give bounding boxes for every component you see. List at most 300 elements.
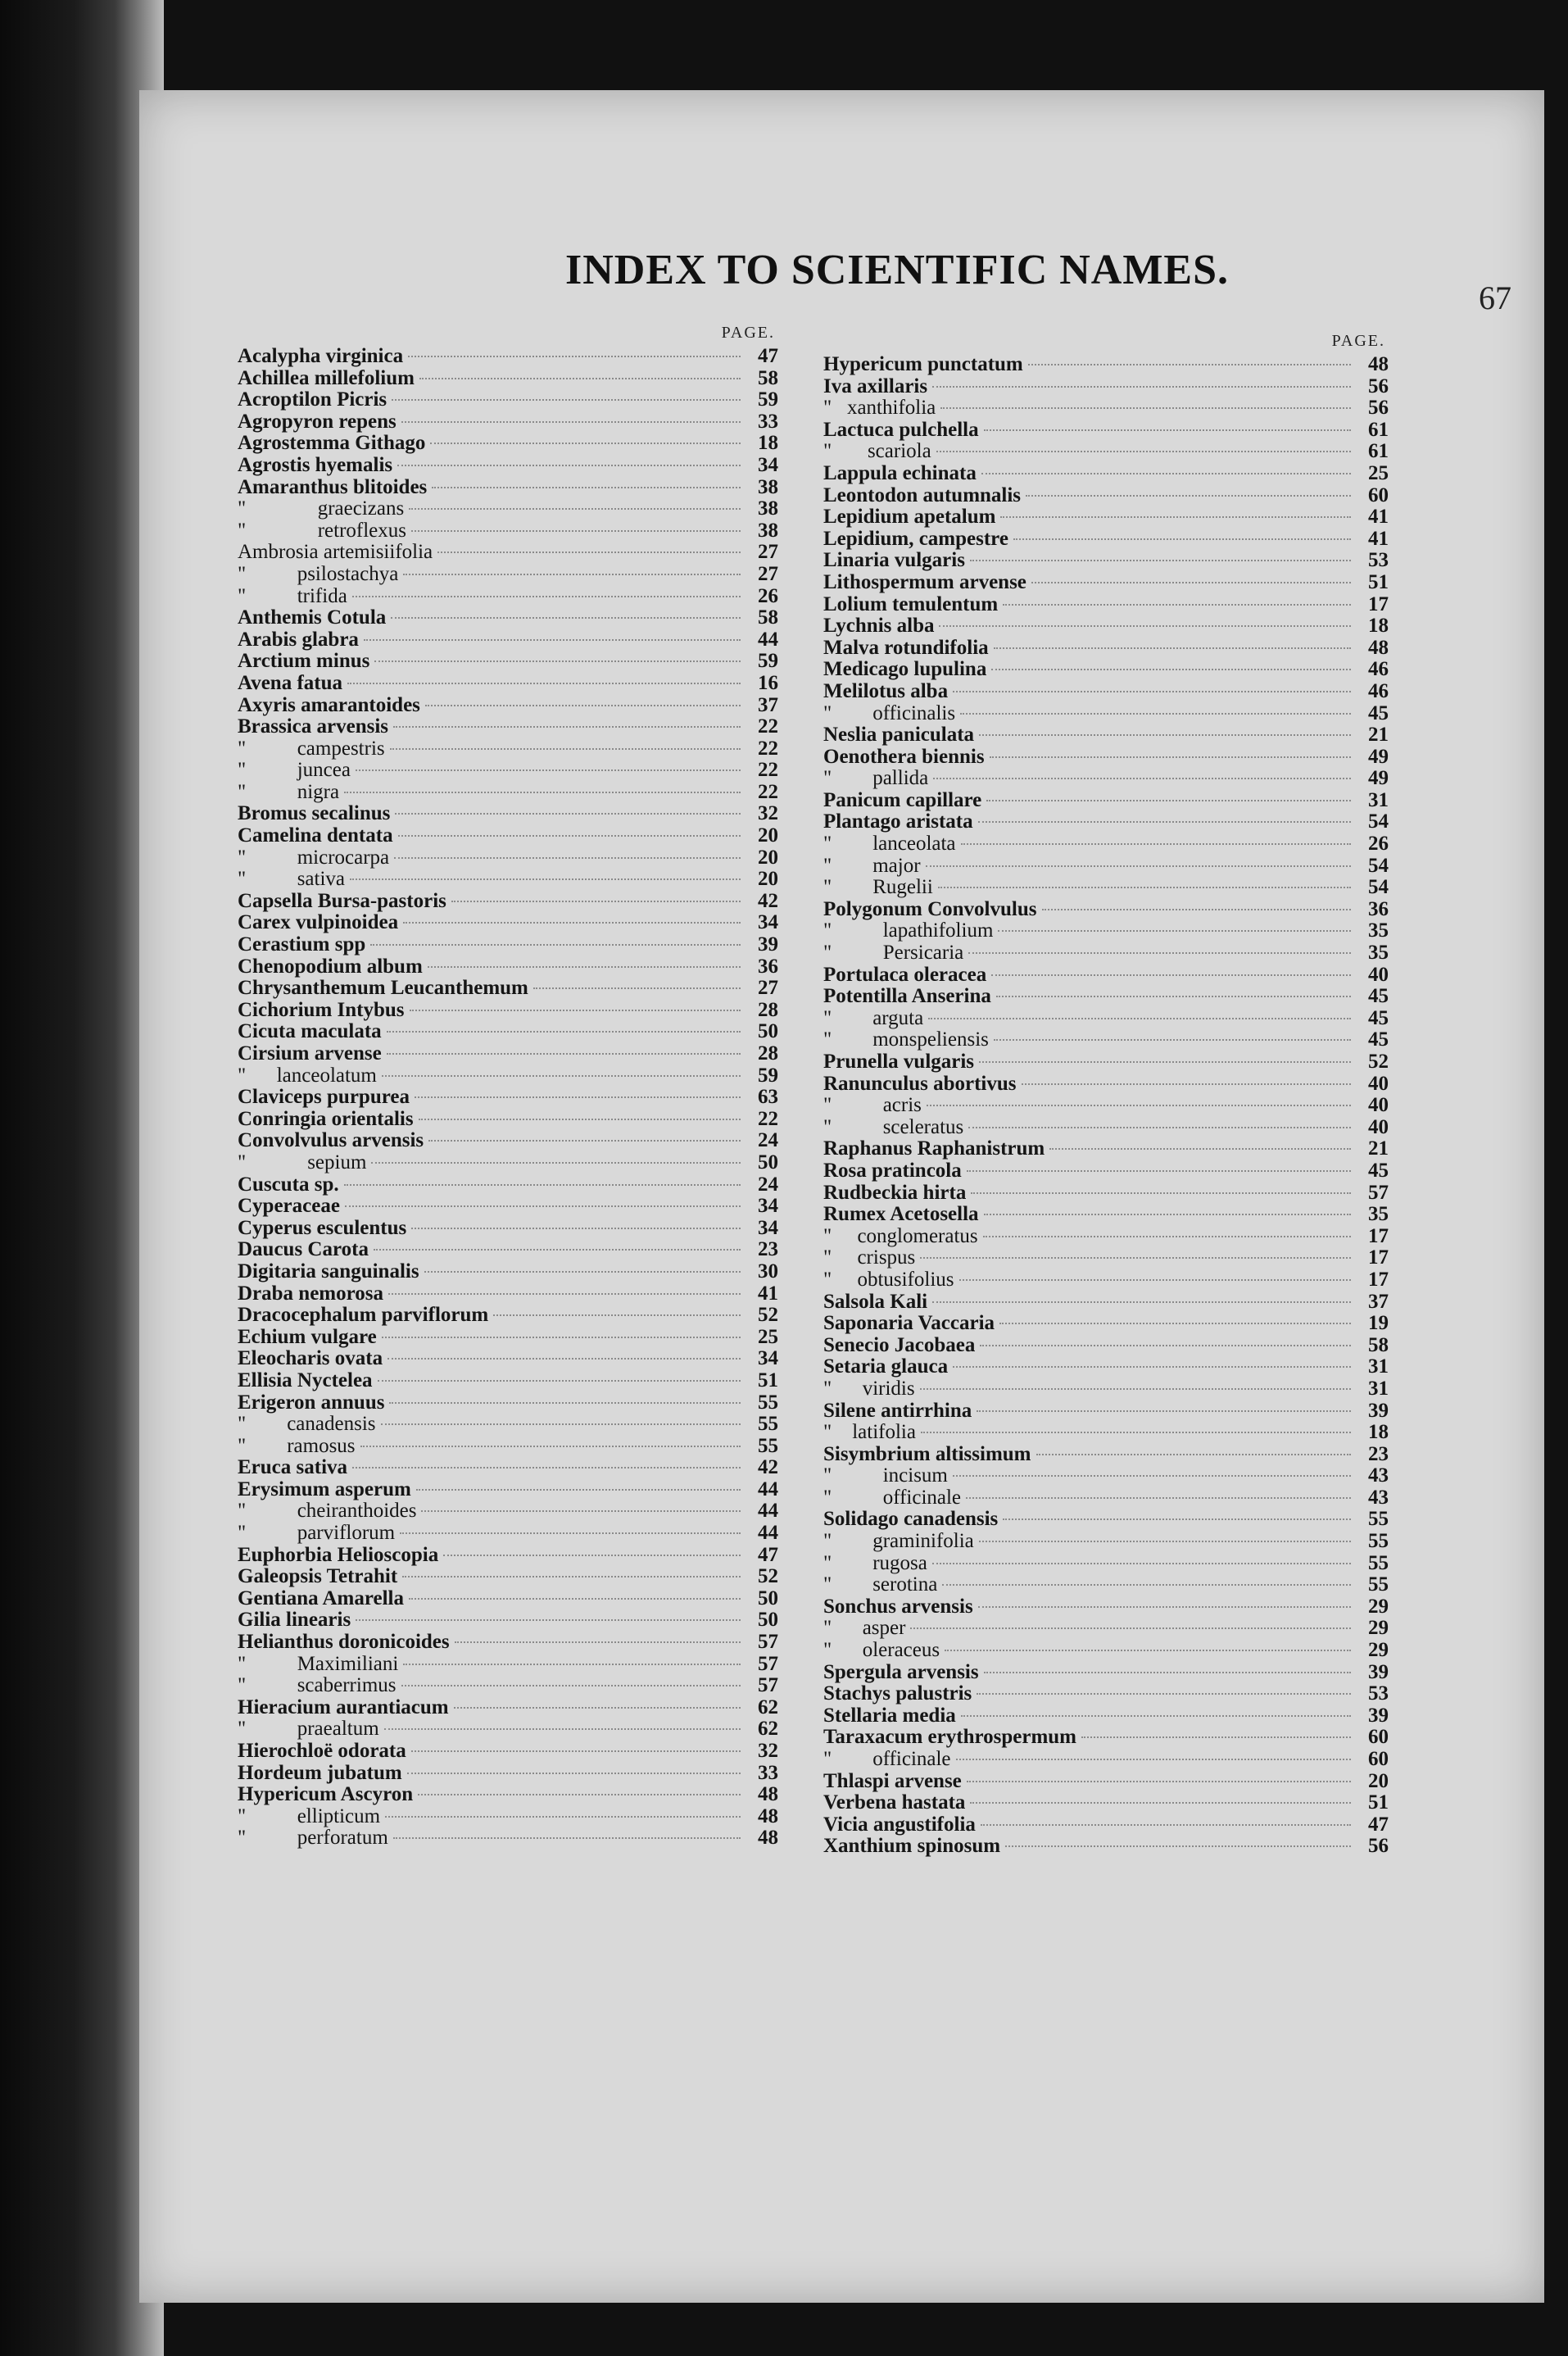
dot-leader bbox=[390, 748, 741, 750]
dot-leader bbox=[1003, 1518, 1351, 1520]
page-column-header: PAGE. bbox=[1331, 332, 1385, 350]
entry-name: Lactuca pulchella bbox=[823, 418, 979, 441]
dot-leader bbox=[1000, 516, 1351, 518]
dot-leader bbox=[381, 1423, 741, 1425]
entry-page-number: 30 bbox=[758, 1260, 778, 1282]
entry-page-number: 33 bbox=[758, 410, 778, 433]
dot-leader bbox=[939, 625, 1351, 627]
entry-name: Avena fatua bbox=[238, 671, 343, 694]
entry-name: " scaberrimus bbox=[238, 1674, 397, 1697]
entry-name: " pallida bbox=[823, 767, 929, 790]
dot-leader bbox=[998, 930, 1351, 932]
index-entry bbox=[238, 629, 778, 651]
entry-name: Carex vulpinoidea bbox=[238, 911, 399, 934]
entry-page-number: 44 bbox=[758, 1478, 778, 1500]
dot-leader bbox=[920, 1257, 1351, 1259]
entry-name: Daucus Carota bbox=[238, 1238, 369, 1261]
entry-name: Acroptilon Picris bbox=[238, 388, 387, 411]
index-entry bbox=[823, 1160, 1389, 1183]
entry-name: " campestris bbox=[238, 737, 385, 760]
entry-page-number: 17 bbox=[1368, 1246, 1389, 1269]
entry-name: " Persicaria bbox=[823, 942, 964, 965]
index-entry bbox=[823, 1247, 1389, 1269]
dot-leader bbox=[970, 1802, 1351, 1804]
dot-leader bbox=[967, 1170, 1351, 1172]
dot-leader bbox=[991, 974, 1351, 976]
entry-name: Claviceps purpurea bbox=[238, 1086, 410, 1109]
dot-leader bbox=[940, 407, 1351, 409]
entry-name: " sepium bbox=[238, 1151, 367, 1173]
entry-page-number: 34 bbox=[758, 1216, 778, 1239]
entry-page-number: 63 bbox=[758, 1086, 778, 1109]
dot-leader bbox=[370, 944, 741, 946]
dot-leader bbox=[1026, 495, 1351, 497]
entry-page-number: 25 bbox=[758, 1325, 778, 1348]
dot-leader bbox=[408, 356, 741, 357]
dot-leader bbox=[953, 1366, 1351, 1368]
entry-name: Conringia orientalis bbox=[238, 1107, 414, 1130]
index-entry bbox=[823, 594, 1389, 616]
index-entry bbox=[238, 1218, 778, 1240]
index-entry bbox=[238, 1109, 778, 1131]
entry-page-number: 55 bbox=[758, 1413, 778, 1436]
entry-name: " juncea bbox=[238, 759, 351, 782]
dot-leader bbox=[424, 1271, 741, 1273]
entry-page-number: 50 bbox=[758, 1020, 778, 1043]
entry-page-number: 50 bbox=[758, 1151, 778, 1173]
index-entry bbox=[238, 1609, 778, 1632]
entry-page-number: 47 bbox=[758, 1543, 778, 1566]
dot-leader bbox=[418, 1794, 741, 1795]
dot-leader bbox=[979, 1061, 1351, 1063]
entry-page-number: 51 bbox=[1368, 1791, 1389, 1814]
page-number: 67 bbox=[1479, 279, 1511, 316]
entry-page-number: 40 bbox=[1368, 1072, 1389, 1095]
entry-name: Hypericum punctatum bbox=[823, 353, 1023, 375]
index-entry bbox=[823, 1335, 1389, 1357]
entry-page-number: 32 bbox=[758, 802, 778, 825]
entry-page-number: 52 bbox=[1368, 1051, 1389, 1073]
dot-leader bbox=[1049, 1148, 1351, 1150]
index-entry bbox=[823, 638, 1389, 660]
entry-name: " perforatum bbox=[238, 1827, 388, 1850]
dot-leader bbox=[984, 1214, 1351, 1215]
index-entry bbox=[238, 1479, 778, 1501]
entry-page-number: 17 bbox=[1368, 1268, 1389, 1291]
entry-name: Gentiana Amarella bbox=[238, 1587, 405, 1609]
dot-leader bbox=[411, 1228, 741, 1229]
index-entry bbox=[238, 1174, 778, 1196]
entry-name: Axyris amarantoides bbox=[238, 693, 420, 716]
entry-name: Setaria glauca bbox=[823, 1355, 949, 1378]
entry-name: Stellaria media bbox=[823, 1704, 956, 1727]
index-entry bbox=[238, 1370, 778, 1392]
entry-page-number: 20 bbox=[1368, 1769, 1389, 1792]
entry-name: Euphorbia Helioscopia bbox=[238, 1543, 439, 1566]
entry-name: " latifolia bbox=[823, 1421, 916, 1444]
index-entry bbox=[823, 441, 1389, 463]
entry-page-number: 48 bbox=[758, 1827, 778, 1850]
index-entry bbox=[823, 1400, 1389, 1423]
index-entry bbox=[823, 681, 1389, 703]
dot-leader bbox=[384, 1728, 741, 1730]
entry-page-number: 45 bbox=[1368, 985, 1389, 1008]
dot-leader bbox=[407, 1773, 741, 1774]
entry-page-number: 59 bbox=[758, 388, 778, 411]
index-entry bbox=[238, 1239, 778, 1261]
entry-page-number: 21 bbox=[1368, 1137, 1389, 1160]
dot-leader bbox=[425, 705, 741, 706]
dot-leader bbox=[996, 996, 1351, 997]
entry-page-number: 39 bbox=[758, 933, 778, 956]
entry-page-number: 27 bbox=[758, 562, 778, 585]
entry-name: " canadensis bbox=[238, 1413, 376, 1436]
entry-name: " major bbox=[823, 854, 921, 877]
entry-name: Plantago aristata bbox=[823, 810, 973, 833]
dot-leader bbox=[977, 1410, 1351, 1412]
entry-name: Achillea millefolium bbox=[238, 366, 415, 389]
entry-page-number: 60 bbox=[1368, 1748, 1389, 1770]
entry-name: Prunella vulgaris bbox=[823, 1051, 975, 1073]
entry-name: Rudbeckia hirta bbox=[823, 1181, 967, 1204]
entry-page-number: 36 bbox=[758, 955, 778, 978]
index-entry bbox=[238, 586, 778, 608]
entry-name: Agropyron repens bbox=[238, 410, 397, 433]
dot-leader bbox=[394, 857, 741, 859]
dot-leader bbox=[437, 552, 741, 553]
entry-name: Arabis glabra bbox=[238, 628, 359, 651]
dot-leader bbox=[392, 399, 741, 401]
entry-page-number: 34 bbox=[758, 1195, 778, 1218]
index-entry bbox=[238, 869, 778, 891]
entry-page-number: 43 bbox=[1368, 1486, 1389, 1509]
dot-leader bbox=[927, 1105, 1351, 1106]
index-entry bbox=[823, 1204, 1389, 1226]
entry-page-number: 26 bbox=[758, 584, 778, 607]
entry-name: " conglomeratus bbox=[823, 1224, 978, 1247]
entry-page-number: 46 bbox=[1368, 679, 1389, 702]
dot-leader bbox=[356, 769, 741, 771]
entry-name: Cuscuta sp. bbox=[238, 1173, 339, 1196]
index-entry bbox=[823, 659, 1389, 681]
index-entry bbox=[238, 673, 778, 695]
dot-leader bbox=[378, 1380, 741, 1382]
entry-name: Amaranthus blitoides bbox=[238, 475, 428, 498]
index-entry bbox=[823, 833, 1389, 856]
index-entry bbox=[823, 1727, 1389, 1749]
dot-leader bbox=[967, 1781, 1351, 1782]
entry-page-number: 39 bbox=[1368, 1660, 1389, 1683]
entry-name: " psilostachya bbox=[238, 562, 399, 585]
entry-name: Lappula echinata bbox=[823, 461, 977, 484]
index-entry bbox=[238, 498, 778, 520]
entry-name: " trifida bbox=[238, 584, 347, 607]
entry-page-number: 42 bbox=[758, 889, 778, 912]
entry-name: Malva rotundifolia bbox=[823, 636, 989, 659]
entry-name: Spergula arvensis bbox=[823, 1660, 979, 1683]
index-entry bbox=[238, 1784, 778, 1806]
index-entry bbox=[823, 397, 1389, 420]
entry-name: Draba nemorosa bbox=[238, 1282, 384, 1305]
index-entry bbox=[823, 1771, 1389, 1793]
index-entry bbox=[238, 1436, 778, 1458]
entry-name: Ranunculus abortivus bbox=[823, 1072, 1017, 1095]
index-entry bbox=[823, 877, 1389, 899]
entry-page-number: 48 bbox=[1368, 353, 1389, 375]
dot-leader bbox=[428, 966, 741, 968]
entry-page-number: 55 bbox=[758, 1391, 778, 1414]
entry-page-number: 47 bbox=[758, 345, 778, 367]
entry-page-number: 34 bbox=[758, 453, 778, 476]
dot-leader bbox=[984, 1672, 1351, 1673]
index-entry bbox=[238, 542, 778, 564]
entry-name: Medicago lupulina bbox=[823, 658, 987, 681]
entry-page-number: 53 bbox=[1368, 549, 1389, 572]
entry-name: " incisum bbox=[823, 1464, 948, 1487]
entry-page-number: 48 bbox=[758, 1783, 778, 1806]
dot-leader bbox=[352, 596, 741, 597]
entry-page-number: 40 bbox=[1368, 1115, 1389, 1138]
entry-page-number: 47 bbox=[1368, 1813, 1389, 1836]
entry-name: Dracocephalum parviflorum bbox=[238, 1304, 489, 1327]
entry-page-number: 57 bbox=[758, 1674, 778, 1697]
index-entry bbox=[238, 346, 778, 368]
entry-list bbox=[238, 346, 778, 1850]
dot-leader bbox=[385, 1816, 741, 1818]
dot-leader bbox=[1036, 1454, 1351, 1455]
index-entry bbox=[238, 564, 778, 586]
entry-page-number: 17 bbox=[1368, 1224, 1389, 1247]
dot-leader bbox=[1042, 909, 1352, 910]
index-entry bbox=[823, 550, 1389, 572]
dot-leader bbox=[1013, 538, 1351, 540]
entry-page-number: 48 bbox=[758, 1804, 778, 1827]
index-entry bbox=[823, 1618, 1389, 1640]
entry-page-number: 31 bbox=[1368, 1355, 1389, 1378]
index-entry bbox=[238, 1566, 778, 1588]
entry-name: Erigeron annuus bbox=[238, 1391, 385, 1414]
entry-name: " scariola bbox=[823, 440, 931, 463]
index-entry bbox=[823, 1117, 1389, 1139]
index-entry bbox=[238, 1305, 778, 1327]
index-entry bbox=[238, 389, 778, 411]
entry-page-number: 57 bbox=[758, 1631, 778, 1654]
dot-leader bbox=[430, 443, 741, 444]
entry-name: Cicuta maculata bbox=[238, 1020, 382, 1043]
dot-leader bbox=[977, 1693, 1351, 1695]
index-entry bbox=[238, 1261, 778, 1283]
entry-page-number: 54 bbox=[1368, 810, 1389, 833]
index-entry bbox=[823, 790, 1389, 812]
dot-leader bbox=[415, 1096, 741, 1098]
dot-leader bbox=[921, 1432, 1351, 1433]
dot-leader bbox=[960, 713, 1351, 715]
entry-page-number: 20 bbox=[758, 868, 778, 891]
index-entry bbox=[823, 1465, 1389, 1487]
entry-page-number: 55 bbox=[1368, 1530, 1389, 1553]
index-entry bbox=[823, 1074, 1389, 1096]
dot-leader bbox=[926, 865, 1351, 867]
entry-name: Portulaca oleracea bbox=[823, 963, 987, 986]
entry-page-number: 54 bbox=[1368, 854, 1389, 877]
dot-leader bbox=[371, 1162, 741, 1164]
entry-name: Xanthium spinosum bbox=[823, 1835, 1001, 1858]
dot-leader bbox=[959, 1279, 1351, 1281]
index-entry bbox=[823, 376, 1389, 398]
entry-page-number: 48 bbox=[1368, 636, 1389, 659]
dot-leader bbox=[1081, 1736, 1351, 1738]
index-entry bbox=[823, 354, 1389, 376]
dot-leader bbox=[454, 1707, 741, 1709]
index-entry bbox=[823, 747, 1389, 769]
entry-name: " lanceolatum bbox=[238, 1064, 377, 1087]
dot-leader bbox=[933, 778, 1351, 779]
entry-page-number: 38 bbox=[758, 519, 778, 542]
entry-name: Eleocharis ovata bbox=[238, 1347, 383, 1370]
index-entry bbox=[823, 1378, 1389, 1400]
entry-name: Cyperaceae bbox=[238, 1195, 340, 1218]
dot-leader bbox=[352, 1467, 741, 1469]
index-entry bbox=[823, 1574, 1389, 1596]
entry-page-number: 20 bbox=[758, 846, 778, 869]
entry-name: " retroflexus bbox=[238, 519, 406, 542]
entry-name: Silene antirrhina bbox=[823, 1399, 972, 1422]
dot-leader bbox=[979, 734, 1351, 736]
entry-page-number: 18 bbox=[1368, 615, 1389, 638]
entry-name: Echium vulgare bbox=[238, 1325, 377, 1348]
entry-name: Eruca sativa bbox=[238, 1456, 348, 1479]
index-entry bbox=[238, 847, 778, 869]
entry-page-number: 60 bbox=[1368, 1726, 1389, 1749]
entry-name: Neslia paniculata bbox=[823, 724, 975, 747]
index-entry bbox=[823, 420, 1389, 442]
entry-page-number: 38 bbox=[758, 497, 778, 520]
dot-leader bbox=[455, 1641, 741, 1643]
entry-name: Linaria vulgaris bbox=[823, 549, 965, 572]
entry-name: " lanceolata bbox=[823, 833, 956, 856]
index-entry bbox=[823, 1269, 1389, 1291]
index-entry bbox=[823, 942, 1389, 965]
dot-leader bbox=[387, 1053, 741, 1055]
entry-name: Anthemis Cotula bbox=[238, 606, 387, 629]
entry-page-number: 28 bbox=[758, 1042, 778, 1065]
entry-page-number: 20 bbox=[758, 824, 778, 847]
entry-page-number: 22 bbox=[758, 1107, 778, 1130]
entry-page-number: 45 bbox=[1368, 1028, 1389, 1051]
index-entry bbox=[238, 1632, 778, 1654]
entry-name: " crispus bbox=[823, 1246, 916, 1269]
index-entry bbox=[823, 965, 1389, 987]
index-entry bbox=[238, 455, 778, 477]
index-entry bbox=[823, 572, 1389, 594]
dot-leader bbox=[961, 1715, 1351, 1717]
entry-name: " rugosa bbox=[823, 1551, 927, 1574]
entry-page-number: 31 bbox=[1368, 788, 1389, 811]
entry-name: Salsola Kali bbox=[823, 1290, 928, 1313]
index-entry bbox=[823, 1487, 1389, 1509]
entry-page-number: 21 bbox=[1368, 724, 1389, 747]
index-entry bbox=[238, 1414, 778, 1436]
entry-name: Vicia angustifolia bbox=[823, 1813, 976, 1836]
dot-leader bbox=[451, 901, 741, 902]
entry-name: Helianthus doronicoides bbox=[238, 1631, 450, 1654]
index-entry bbox=[238, 760, 778, 782]
entry-name: " sativa bbox=[238, 868, 346, 891]
entry-name: " asper bbox=[823, 1617, 906, 1640]
entry-name: Digitaria sanguinalis bbox=[238, 1260, 419, 1282]
entry-name: " Maximiliani bbox=[238, 1652, 399, 1675]
index-entry bbox=[823, 1444, 1389, 1466]
index-entry bbox=[238, 1457, 778, 1479]
entry-page-number: 59 bbox=[758, 1064, 778, 1087]
entry-name: Bromus secalinus bbox=[238, 802, 391, 825]
dot-leader bbox=[344, 1184, 741, 1186]
entry-name: " graminifolia bbox=[823, 1530, 974, 1553]
dot-leader bbox=[953, 1475, 1351, 1477]
dot-leader bbox=[493, 1314, 741, 1316]
entry-name: " oleraceus bbox=[823, 1639, 940, 1662]
entry-page-number: 62 bbox=[758, 1696, 778, 1718]
dot-leader bbox=[936, 451, 1351, 452]
entry-name: Verbena hastata bbox=[823, 1791, 966, 1814]
index-entry bbox=[238, 1130, 778, 1152]
entry-page-number: 45 bbox=[1368, 1006, 1389, 1029]
dot-leader bbox=[391, 617, 741, 619]
dot-leader bbox=[994, 1039, 1351, 1041]
entry-page-number: 27 bbox=[758, 541, 778, 564]
entry-name: Lychnis alba bbox=[823, 615, 935, 638]
index-entry bbox=[823, 920, 1389, 942]
entry-name: Lepidium, campestre bbox=[823, 527, 1008, 550]
dot-leader bbox=[398, 835, 741, 837]
entry-page-number: 52 bbox=[758, 1565, 778, 1588]
entry-page-number: 61 bbox=[1368, 418, 1389, 441]
index-entry bbox=[238, 1588, 778, 1610]
entry-page-number: 35 bbox=[1368, 919, 1389, 942]
index-entry bbox=[238, 1152, 778, 1174]
entry-page-number: 37 bbox=[1368, 1290, 1389, 1313]
index-entry bbox=[823, 485, 1389, 507]
entry-page-number: 52 bbox=[758, 1304, 778, 1327]
dot-leader bbox=[1005, 1845, 1351, 1847]
entry-page-number: 22 bbox=[758, 759, 778, 782]
entry-page-number: 44 bbox=[758, 1522, 778, 1545]
index-entry bbox=[238, 1697, 778, 1719]
entry-page-number: 44 bbox=[758, 1500, 778, 1523]
entry-page-number: 58 bbox=[758, 366, 778, 389]
entry-name: Gilia linearis bbox=[238, 1609, 351, 1632]
index-entry bbox=[823, 529, 1389, 551]
dot-leader bbox=[393, 1837, 741, 1839]
index-entry bbox=[823, 1051, 1389, 1074]
index-entry bbox=[238, 782, 778, 804]
entry-name: " arguta bbox=[823, 1006, 924, 1029]
entry-page-number: 17 bbox=[1368, 592, 1389, 615]
entry-page-number: 34 bbox=[758, 911, 778, 934]
entry-page-number: 58 bbox=[758, 606, 778, 629]
dot-leader bbox=[345, 1205, 741, 1207]
entry-name: Arctium minus bbox=[238, 650, 370, 673]
entry-name: " Rugelii bbox=[823, 876, 933, 899]
entry-name: Iva axillaris bbox=[823, 375, 928, 397]
entry-name: " acris bbox=[823, 1094, 922, 1117]
entry-name: Hieracium aurantiacum bbox=[238, 1696, 449, 1718]
entry-page-number: 22 bbox=[758, 780, 778, 803]
entry-page-number: 16 bbox=[758, 671, 778, 694]
dot-leader bbox=[356, 1619, 741, 1621]
dot-leader bbox=[364, 639, 741, 641]
dot-leader bbox=[432, 487, 741, 488]
